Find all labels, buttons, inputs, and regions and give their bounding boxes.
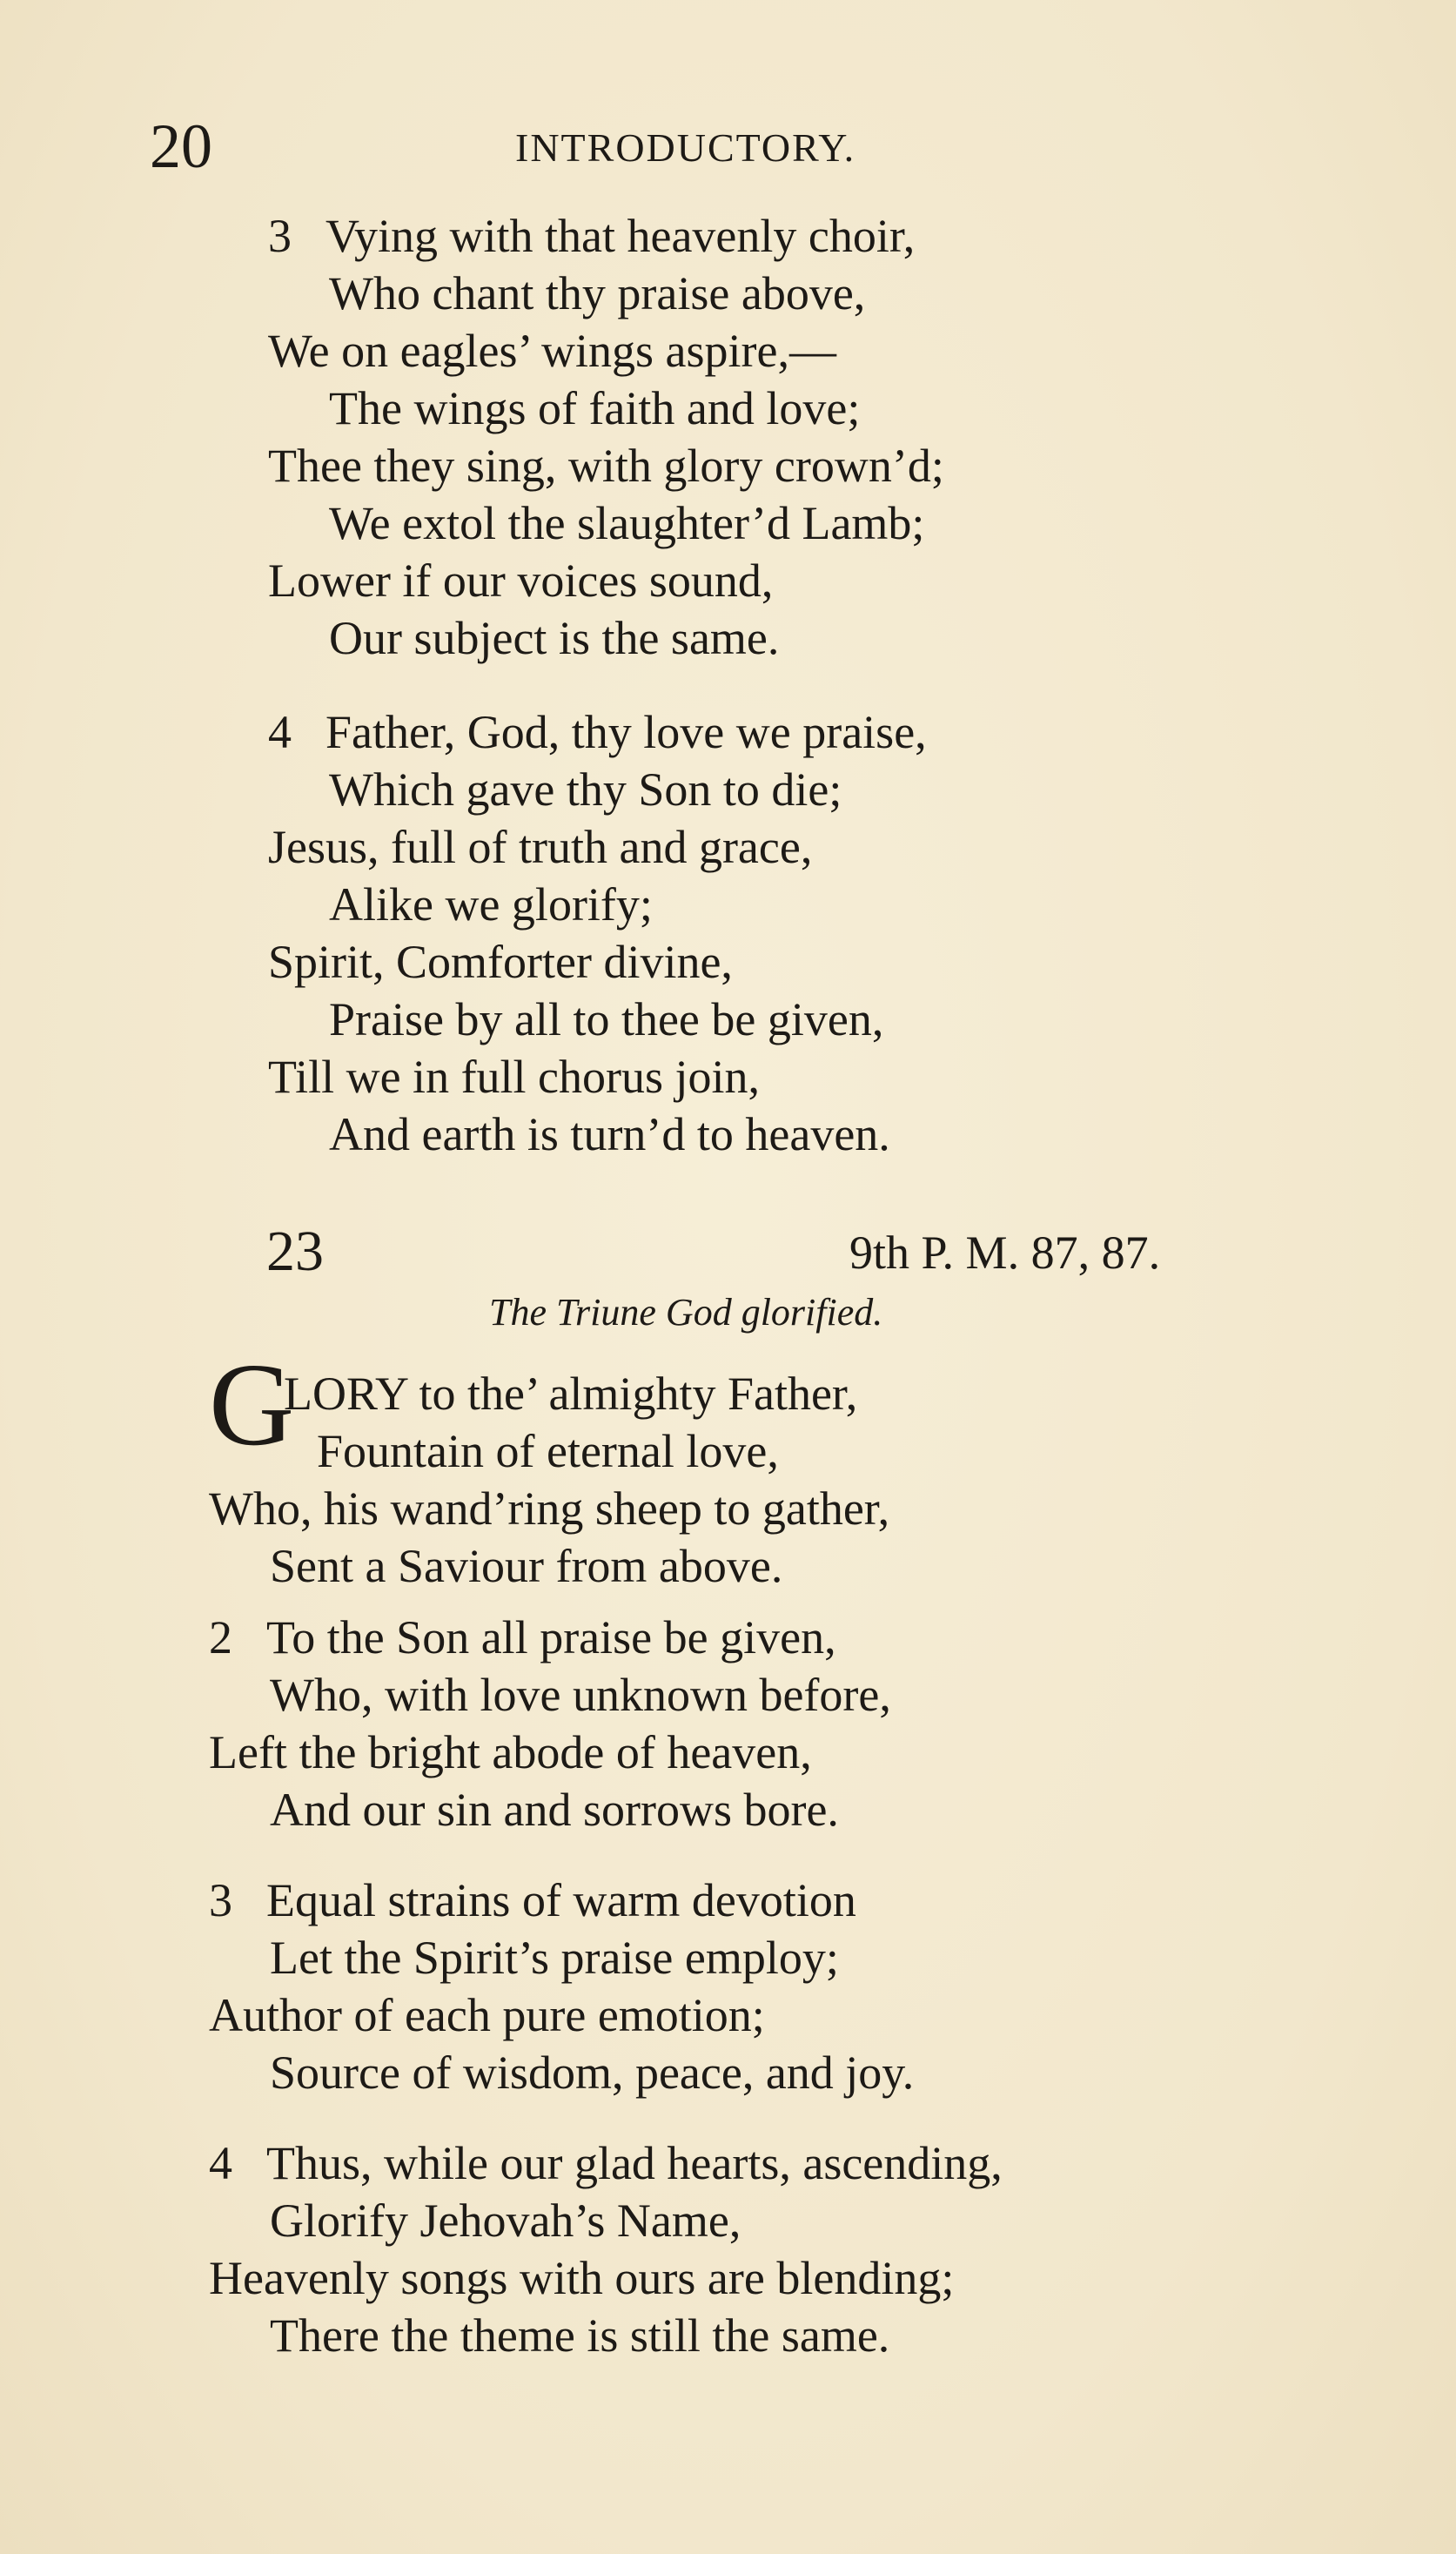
verse-line: Our subject is the same. (329, 612, 780, 664)
verse-line: Let the Spirit’s praise employ; (270, 1932, 839, 1984)
verse-line: Jesus, full of truth and grace, (268, 821, 813, 873)
stanza-number: 4 (268, 706, 292, 758)
verse-line: Author of each pure emotion; (209, 1989, 765, 2041)
hymn-meter: 9th P. M. 87, 87. (849, 1227, 1161, 1279)
verse-line: Vying with that heavenly choir, (325, 210, 916, 262)
running-head: INTRODUCTORY. (515, 125, 856, 170)
stanza-number: 3 (268, 210, 292, 262)
verse-line: Fountain of eternal love, (317, 1425, 779, 1477)
verse-line: We extol the slaughter’d Lamb; (329, 497, 925, 549)
verse-line: And earth is turn’d to heaven. (329, 1108, 890, 1160)
verse-line: Glorify Jehovah’s Name, (270, 2194, 741, 2247)
verse-line: To the Son all praise be given, (266, 1611, 836, 1663)
hymn-title: The Triune God glorified. (489, 1291, 883, 1334)
verse-line: Thee they sing, with glory crown’d; (268, 440, 944, 492)
verse-line: Praise by all to thee be given, (329, 993, 884, 1045)
page-header (0, 111, 1456, 181)
verse-line: Who, with love unknown before, (270, 1669, 891, 1721)
page-number: 20 (150, 111, 212, 181)
verse-line: Alike we glorify; (329, 878, 653, 931)
verse-line: Who chant thy praise above, (329, 267, 866, 319)
verse-line: Who, his wand’ring sheep to gather, (209, 1482, 890, 1535)
stanza-number: 4 (209, 2137, 232, 2189)
verse-line: There the theme is still the same. (270, 2309, 890, 2362)
verse-line: Left the bright abode of heaven, (209, 1726, 812, 1778)
verse-line: And our sin and sorrows bore. (270, 1784, 839, 1836)
verse-line: Thus, while our glad hearts, ascending, (266, 2137, 1003, 2189)
verse-line: Spirit, Comforter divine, (268, 936, 733, 988)
verse-line: Heavenly songs with ours are blending; (209, 2252, 955, 2304)
verse-line: Till we in full chorus join, (268, 1051, 761, 1103)
verse-line: Lower if our voices sound, (268, 554, 774, 607)
verse-line: Father, God, thy love we praise, (325, 706, 927, 758)
verse-line: Sent a Saviour from above. (270, 1540, 783, 1592)
verse-line: We on eagles’ wings aspire,— (268, 325, 836, 377)
stanza-number: 2 (209, 1611, 232, 1663)
drop-cap: G (209, 1340, 295, 1470)
verse-line: Source of wisdom, peace, and joy. (270, 2047, 915, 2099)
verse-line: The wings of faith and love; (329, 382, 861, 434)
stanza-number: 3 (209, 1874, 232, 1926)
verse-line: Equal strains of warm devotion (266, 1874, 856, 1926)
verse-line: Which gave thy Son to die; (329, 763, 842, 816)
verse-line: LORY to the’ almighty Father, (284, 1368, 858, 1420)
hymn-number: 23 (266, 1220, 324, 1283)
